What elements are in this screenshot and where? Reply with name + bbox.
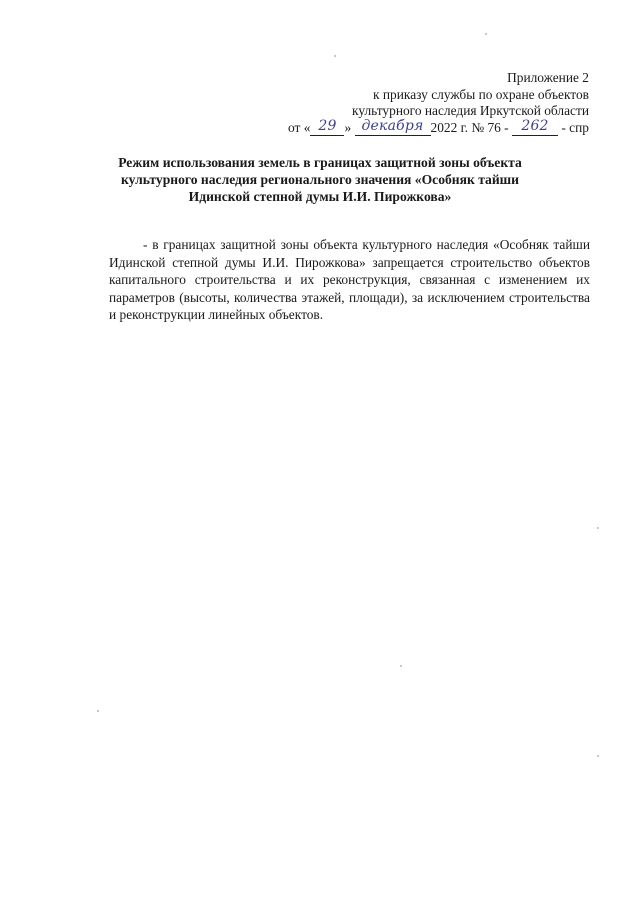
handwritten-month: декабря [355, 121, 431, 136]
scan-speck [597, 527, 599, 529]
scan-speck [97, 710, 99, 712]
scan-speck [400, 665, 402, 667]
scan-speck [597, 755, 599, 757]
issuing-authority: культурного наследия Иркутской области [352, 103, 589, 118]
handwritten-order-number: 262 [512, 121, 558, 136]
appendix-number: Приложение 2 [507, 70, 589, 85]
order-suffix: - спр [561, 119, 589, 135]
scan-speck [485, 33, 487, 35]
order-date-line [288, 117, 589, 137]
date-prefix: от « [288, 119, 311, 135]
appendix-header [288, 70, 589, 136]
title-line-2: культурного наследия регионального значения «Особняк тайши [121, 172, 519, 187]
scan-speck [334, 55, 336, 57]
document-title [100, 154, 540, 205]
title-line-3: Идинской степной думы И.И. Пирожкова» [188, 189, 452, 204]
order-reference: к приказу службы по охране объектов [373, 86, 589, 102]
title-line-1: Режим использования земель в границах защитной зоны объекта [118, 155, 522, 170]
handwritten-day: 29 [310, 121, 344, 136]
date-quote-close: » [344, 119, 352, 135]
regulation-paragraph: - в границах защитной зоны объекта культурного наследия «Особняк тайши Идинской степной думы И.И. Пирожкова» запрещается строительство объектов капитального строительства и их реконструкция, связанная с изменением их параметров (высоты, количества этажей, площади), за исключением строительства и реконструкции линейных объектов. [109, 237, 590, 323]
order-year-number: 2022 г. № 76 - [430, 119, 509, 135]
